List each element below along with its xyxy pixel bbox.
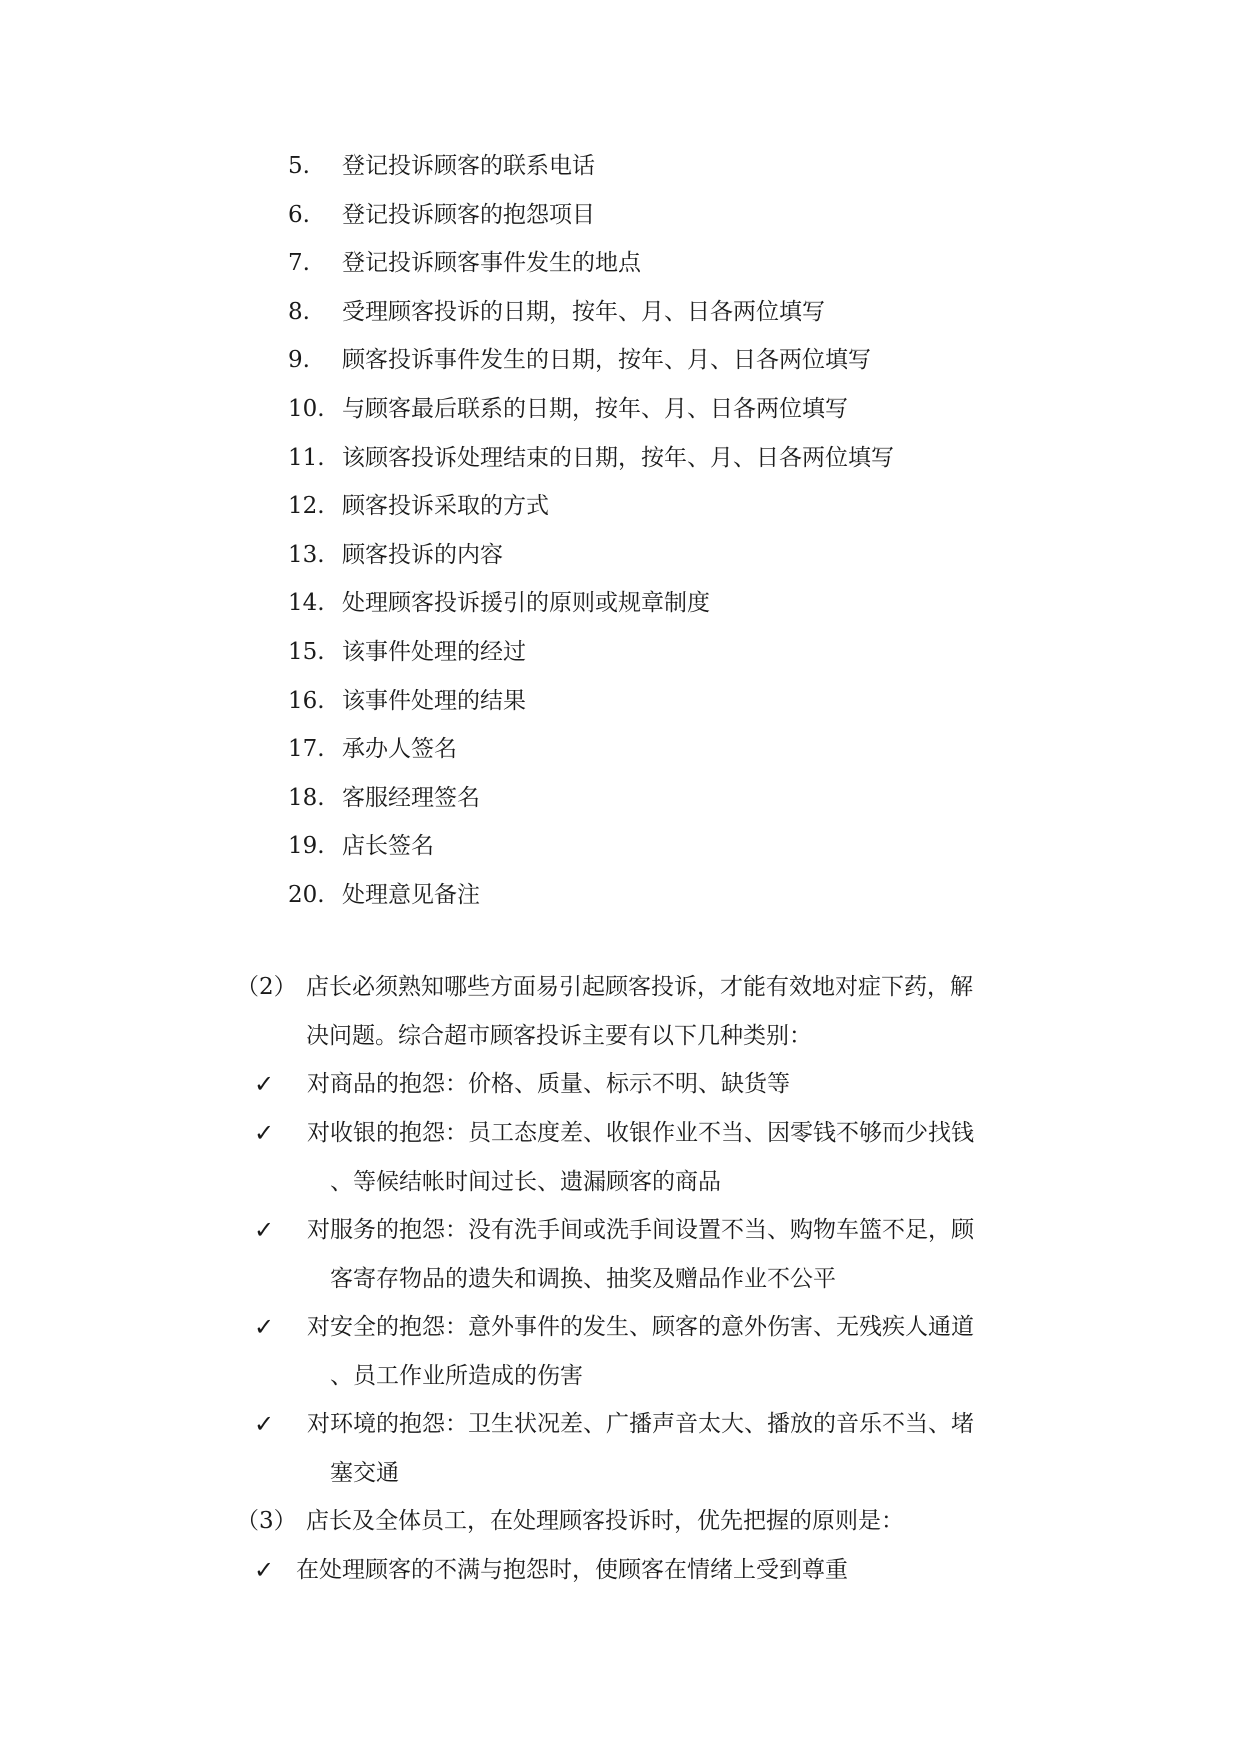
list-item: 11. 该顾客投诉处理结束的日期，按年、月、日各两位填写 xyxy=(288,444,894,471)
list-item: 7. 登记投诉顾客事件发生的地点 xyxy=(288,250,641,277)
principle-item: ✓ 在处理顾客的不满与抱怨时，使顾客在情绪上受到尊重 xyxy=(0,1546,1241,1595)
list-item: 16. 该事件处理的结果 xyxy=(288,687,526,714)
list-item: 10. 与顾客最后联系的日期，按年、月、日各两位填写 xyxy=(288,395,848,422)
check-icon: ✓ xyxy=(254,1556,275,1584)
section-text: 决问题。综合超市顾客投诉主要有以下几种类别： xyxy=(306,1022,812,1049)
section-number: （3） xyxy=(236,1508,297,1534)
complaint-item: ✓ 对商品的抱怨：价格、质量、标示不明、缺货等 xyxy=(0,1060,1241,1109)
list-item: 5. 登记投诉顾客的联系电话 xyxy=(288,153,595,179)
complaint-item: ✓ 对环境的抱怨：卫生状况差、广播声音太大、播放的音乐不当、堵 塞交通 xyxy=(0,1400,1241,1449)
list-item: 6. 登记投诉顾客的抱怨项目 xyxy=(288,201,595,228)
check-icon: ✓ xyxy=(254,1216,275,1244)
check-icon: ✓ xyxy=(254,1313,275,1341)
list-item: 9. 顾客投诉事件发生的日期，按年、月、日各两位填写 xyxy=(288,347,871,374)
check-icon: ✓ xyxy=(254,1119,275,1147)
check-icon: ✓ xyxy=(254,1410,275,1438)
list-item: 17. 承办人签名 xyxy=(288,736,457,763)
list-item: 8. 受理顾客投诉的日期，按年、月、日各两位填写 xyxy=(288,298,825,325)
list-item: 20. 处理意见备注 xyxy=(288,881,480,908)
list-item: 14. 处理顾客投诉援引的原则或规章制度 xyxy=(288,590,710,617)
section-3-intro xyxy=(236,1497,1036,1546)
section-text: 店长及全体员工，在处理顾客投诉时，优先把握的原则是： xyxy=(306,1508,904,1534)
section-text: 店长必须熟知哪些方面易引起顾客投诉，才能有效地对症下药，解 xyxy=(306,974,973,1000)
section-number: （2） xyxy=(236,974,297,1000)
check-icon: ✓ xyxy=(254,1070,275,1098)
list-item: 15. 该事件处理的经过 xyxy=(288,638,526,665)
section-2-intro xyxy=(236,963,1036,1060)
list-item: 13. 顾客投诉的内容 xyxy=(288,541,503,568)
list-item: 12. 顾客投诉采取的方式 xyxy=(288,493,549,520)
complaint-item: ✓ 对收银的抱怨：员工态度差、收银作业不当、因零钱不够而少找钱 、等候结帐时间过长、遗漏顾客的商品 xyxy=(0,1109,1241,1158)
complaint-item: ✓ 对安全的抱怨：意外事件的发生、顾客的意外伤害、无残疾人通道 、员工作业所造成的伤害 xyxy=(0,1303,1241,1352)
numbered-list xyxy=(288,142,894,920)
list-item: 19. 店长签名 xyxy=(288,833,434,860)
list-item: 18. 客服经理签名 xyxy=(288,784,480,811)
complaint-item: ✓ 对服务的抱怨：没有洗手间或洗手间设置不当、购物车篮不足，顾 客寄存物品的遗失和调换、抽奖及赠品作业不公平 xyxy=(0,1206,1241,1255)
